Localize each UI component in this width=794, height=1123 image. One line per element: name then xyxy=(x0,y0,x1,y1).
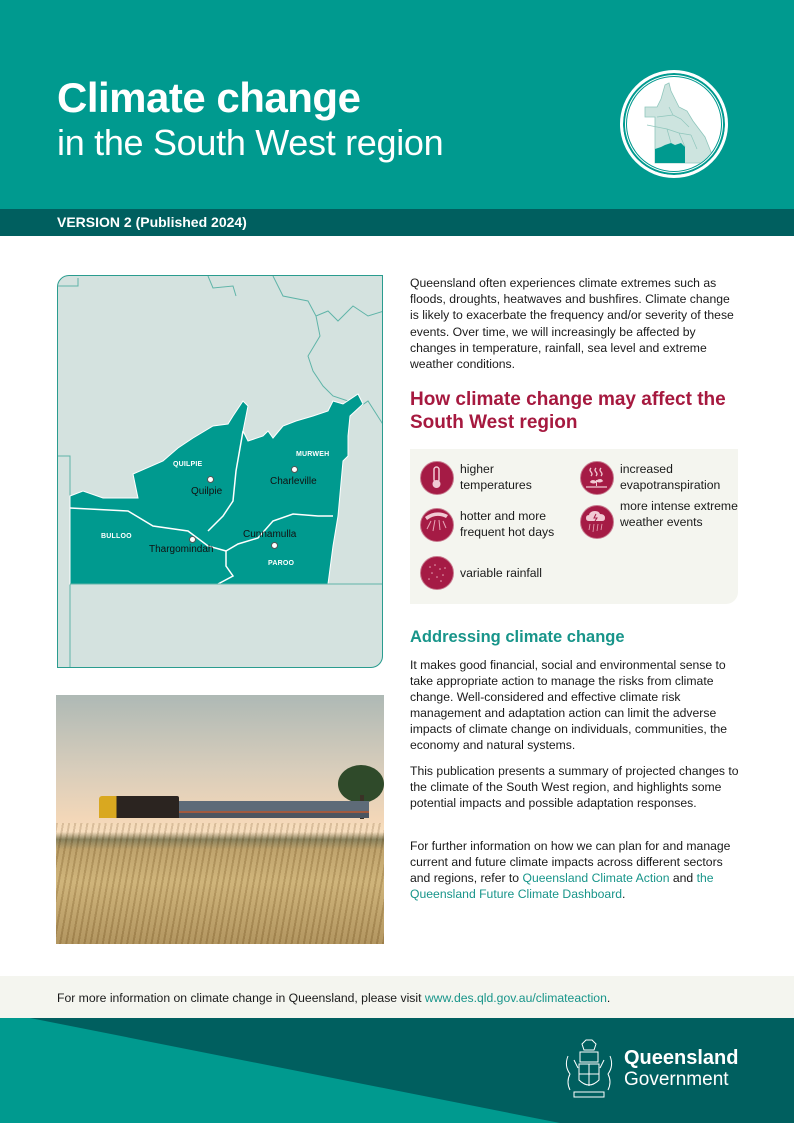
addressing-paragraph-2: This publication presents a summary of projected changes to the climate of the South West region, and highlights some potential impacts and possible adaptation responses. xyxy=(410,764,739,810)
addressing-paragraph-3: For further information on how we can plan for and manage current and future climate impacts across different sectors and regions, refer to Queensland Climate Action and the Queensland Future Climate Dashboard. xyxy=(410,839,731,901)
wheat-field xyxy=(56,823,384,944)
train-wheat-field-photo xyxy=(56,695,384,944)
map-lga-label: QUILPIE xyxy=(173,461,203,468)
impact-item: variable rainfall xyxy=(420,556,542,590)
logo-government-text: Government xyxy=(624,1069,729,1090)
queensland-map-icon xyxy=(627,77,722,172)
queensland-government-logo xyxy=(560,1038,738,1100)
map-lga-label: MURWEH xyxy=(296,451,330,458)
future-climate-dashboard-link[interactable]: the Queensland Future Climate Dashboard xyxy=(410,871,714,901)
header-banner xyxy=(0,0,794,209)
town-label: Quilpie xyxy=(191,486,223,497)
page-subtitle: in the South West region xyxy=(57,122,444,163)
queensland-climate-action-link[interactable]: Queensland Climate Action xyxy=(522,871,670,885)
impact-item: higher temperatures xyxy=(420,461,550,495)
impact-item: increased evapotranspiration xyxy=(580,461,750,495)
impacts-heading: How climate change may affect the South West region xyxy=(410,389,726,433)
train xyxy=(99,796,369,818)
intro-paragraph: Queensland often experiences climate extremes such as floods, droughts, heatwaves and bushfires. Climate change is likely to exacerbate the frequency and/or severity of these events. Over time, we will increasingly be affected by changes in temperature, rainfall, sea level and extreme weather conditions. xyxy=(410,276,734,372)
info-text: For more information on climate change in Queensland, please visit www.des.qld.gov.au/climateaction. xyxy=(57,991,611,1005)
impact-item: more intense extreme weather events xyxy=(580,505,750,539)
logo-queensland-text: Queensland xyxy=(624,1047,739,1069)
rain-icon xyxy=(420,556,454,590)
storm-icon xyxy=(580,505,614,539)
region-map xyxy=(57,275,383,668)
town-label: Cunnamulla xyxy=(243,529,297,540)
climate-action-url-link[interactable]: www.des.qld.gov.au/climateaction xyxy=(424,991,607,1005)
town-label: Thargomindah xyxy=(149,544,214,555)
version-label: VERSION 2 (Published 2024) xyxy=(57,214,247,230)
map-lga-label: BULLOO xyxy=(101,533,132,540)
region-badge xyxy=(620,70,728,178)
coat-of-arms-icon xyxy=(560,1038,618,1100)
impacts-panel xyxy=(410,449,738,604)
evaporation-icon xyxy=(580,461,614,495)
town-marker xyxy=(189,536,196,543)
town-marker xyxy=(207,476,214,483)
town-label: Charleville xyxy=(270,476,317,487)
sun-rays-icon xyxy=(420,508,454,542)
addressing-heading: Addressing climate change xyxy=(410,628,625,646)
version-bar xyxy=(0,209,794,236)
map-lga-label: PAROO xyxy=(268,560,295,567)
addressing-paragraph-1: It makes good financial, social and environmental sense to take appropriate action to manage the risks from climate change. Well-considered and effective climate risk management and adaptation action can limit the adverse impacts of climate change on individuals, communities, the economy and natural systems. xyxy=(410,658,728,752)
page-title: Climate change xyxy=(57,74,361,121)
south-west-region-map xyxy=(58,276,383,668)
impact-item: hotter and more frequent hot days xyxy=(420,508,570,542)
info-bar xyxy=(0,976,794,1018)
town-marker xyxy=(271,542,278,549)
thermometer-icon xyxy=(420,461,454,495)
town-marker xyxy=(291,466,298,473)
